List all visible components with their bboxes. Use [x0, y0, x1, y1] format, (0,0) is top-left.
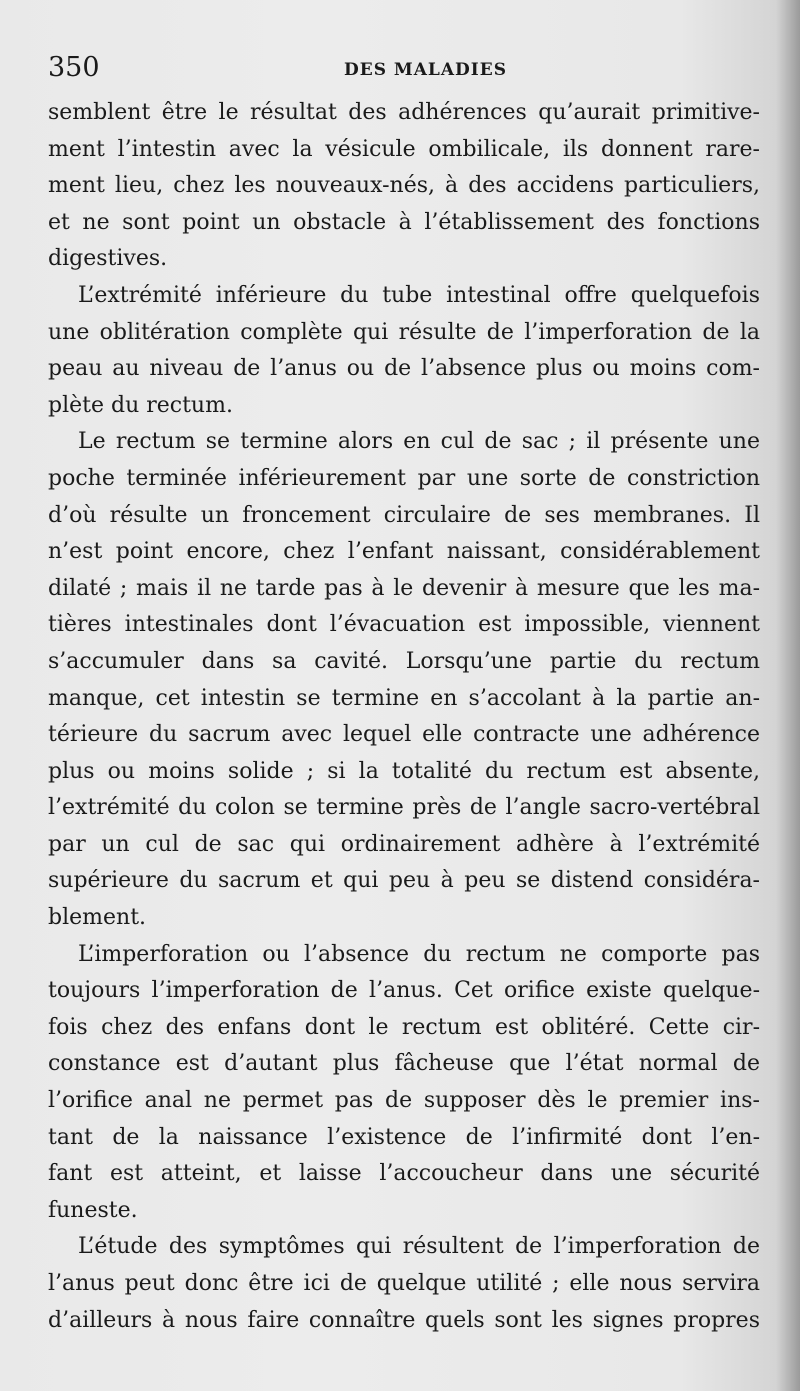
text-line: L’extrémité inférieure du tube intestinal offre quelquefois [78, 282, 760, 308]
page-header [48, 48, 770, 88]
text-line: toujours l’imperforation de l’anus. Cet orifice existe quelque- [48, 978, 760, 1004]
page-number: 350 [48, 52, 100, 83]
text-line: plète du rectum. [48, 392, 233, 418]
running-head: DES MALADIES [344, 60, 507, 80]
text-line: n’est point encore, chez l’enfant naissant, considérablement [48, 539, 760, 565]
text-line: dilaté ; mais il ne tarde pas à le devenir à mesure que les ma- [48, 575, 760, 601]
text-line: digestives. [48, 246, 168, 272]
text-line: semblent être le résultat des adhérences qu’aurait primitive- [48, 100, 760, 125]
text-line: funeste. [48, 1197, 138, 1223]
body-text [48, 95, 760, 1339]
text-line: l’extrémité du colon se termine près de l’angle sacro-vertébral [48, 795, 760, 821]
text-line: ment l’intestin avec la vésicule ombilicale, ils donnent rare- [48, 136, 760, 162]
text-line: L’étude des symptômes qui résultent de l’imperforation de [78, 1234, 760, 1260]
text-line: plus ou moins solide ; si la totalité du rectum est absente, [48, 758, 760, 784]
text-line: tières intestinales dont l’évacuation est impossible, viennent [48, 612, 760, 638]
text-line: par un cul de sac qui ordinairement adhère à l’extrémité [48, 831, 760, 857]
text-line: térieure du sacrum avec lequel elle contracte une adhérence [48, 722, 760, 748]
text-line: constance est d’autant plus fâcheuse que l’état normal de [48, 1051, 760, 1077]
text-line: Le rectum se termine alors en cul de sac ; il présente une [78, 429, 760, 455]
text-line: blement. [48, 905, 147, 931]
text-line: une oblitération complète qui résulte de l’imperforation de la [48, 319, 760, 345]
text-line: d’ailleurs à nous faire connaître quels sont les signes propres [48, 1307, 760, 1333]
text-line: l’orifice anal ne permet pas de supposer dès le premier ins- [48, 1088, 760, 1114]
text-line: L’imperforation ou l’absence du rectum ne comporte pas [78, 941, 760, 967]
text-line: manque, cet intestin se termine en s’accolant à la partie an- [48, 685, 760, 711]
text-line: l’anus peut donc être ici de quelque utilité ; elle nous servira [48, 1271, 760, 1296]
text-line: tant de la naissance l’existence de l’infirmité dont l’en- [48, 1124, 760, 1150]
text-line: ment lieu, chez les nouveaux-nés, à des accidens particuliers, [48, 173, 760, 199]
text-line: s’accumuler dans sa cavité. Lorsqu’une partie du rectum [48, 648, 760, 674]
text-line: supérieure du sacrum et qui peu à peu se distend considéra- [48, 868, 760, 894]
text-line: poche terminée inférieurement par une sorte de constriction [48, 465, 760, 491]
text-line: fant est atteint, et laisse l’accoucheur dans une sécurité [48, 1161, 760, 1187]
text-line: peau au niveau de l’anus ou de l’absence plus ou moins com- [48, 356, 760, 382]
text-line: d’où résulte un froncement circulaire de ses membranes. Il [48, 502, 760, 528]
text-line: et ne sont point un obstacle à l’établissement des fonctions [48, 209, 760, 235]
text-line: fois chez des enfans dont le rectum est oblitéré. Cette cir- [48, 1014, 760, 1040]
